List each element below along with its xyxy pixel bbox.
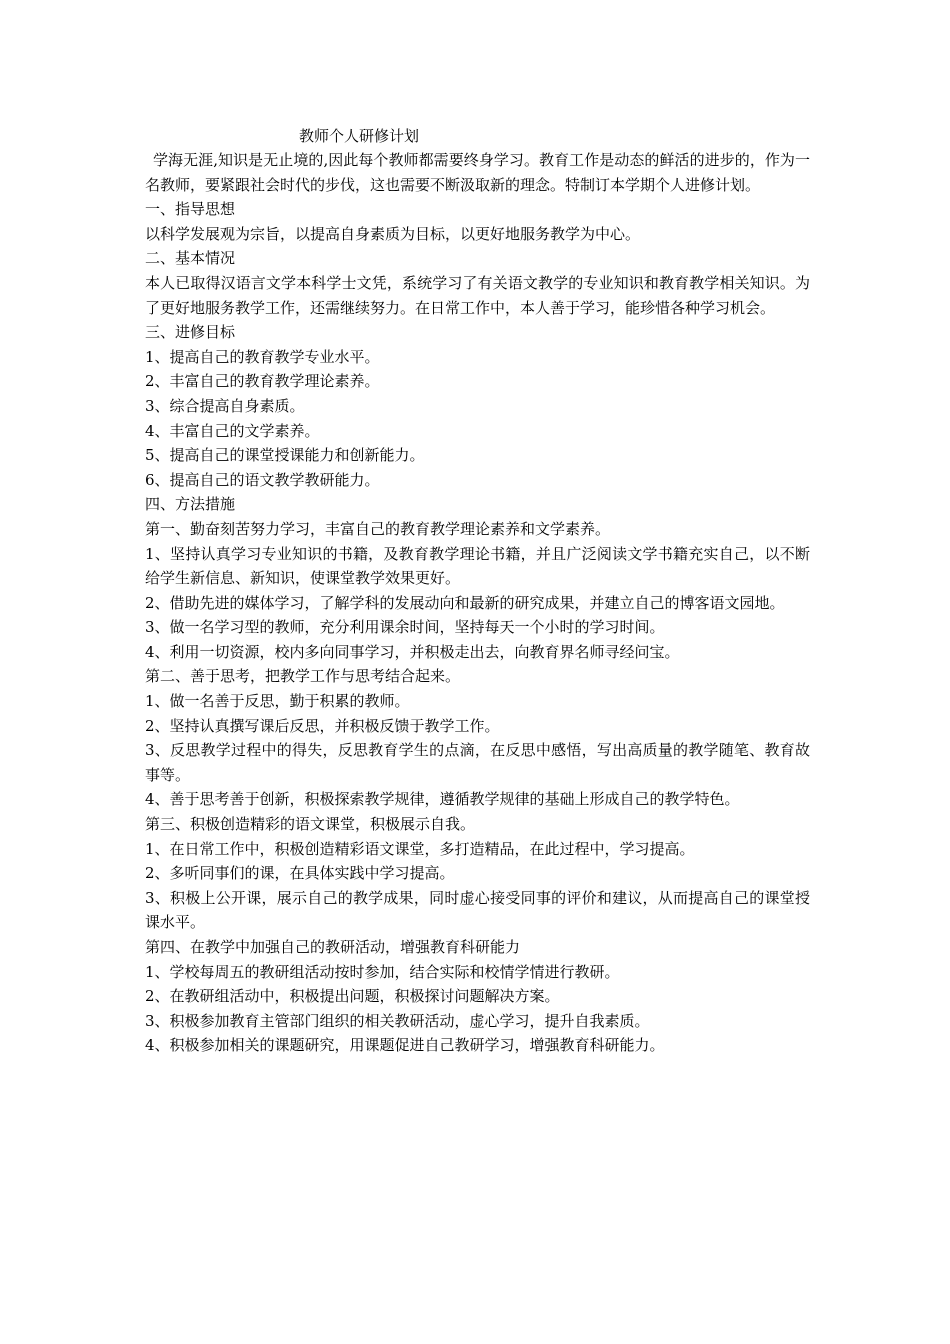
document-title: 教师个人研修计划 (299, 127, 420, 145)
paragraph-basic-situation: 本人已取得汉语言文学本科学士文凭，系统学习了有关语文教学的专业知识和教育教学相关知识。为了更好地服务教学工作，还需继续努力。在日常工作中，本人善于学习，能珍惜各种学习机会。 (145, 273, 810, 317)
method-item: 2、借助先进的媒体学习，了解学科的发展动向和最新的研究成果，并建立自己的博客语文园地。 (145, 593, 785, 612)
method-item: 3、做一名学习型的教师，充分利用课余时间，坚持每天一个小时的学习时间。 (145, 618, 665, 637)
document-page (145, 124, 810, 1058)
goal-item: 4、丰富自己的文学素养。 (145, 421, 320, 440)
method-item: 3、反思教学过程中的得失，反思教育学生的点滴，在反思中感悟，写出高质量的教学随笔、教育故事等。 (145, 741, 810, 784)
method-item: 1、做一名善于反思，勤于积累的教师。 (145, 692, 410, 711)
method-item: 1、学校每周五的教研组活动按时参加，结合实际和校情学情进行教研。 (145, 962, 620, 981)
method-item: 4、善于思考善于创新，积极探索教学规律，遵循教学规律的基础上形成自己的教学特色。 (145, 790, 740, 809)
subsection-heading: 第一、勤奋刻苦努力学习，丰富自己的教育教学理论素养和文学素养。 (145, 519, 611, 538)
subsection-heading: 第二、善于思考，把教学工作与思考结合起来。 (145, 667, 461, 686)
method-item: 1、在日常工作中，积极创造精彩语文课堂，多打造精品，在此过程中，学习提高。 (145, 839, 695, 858)
method-item: 2、坚持认真撰写课后反思，并积极反馈于教学工作。 (145, 716, 500, 735)
section-heading-methods: 四、方法措施 (145, 495, 236, 514)
section-heading-goals: 三、进修目标 (145, 323, 236, 342)
method-item: 1、坚持认真学习专业知识的书籍，及教育教学理论书籍，并且广泛阅读文学书籍充实自己，以不断给学生新信息、新知识，使课堂教学效果更好。 (145, 544, 810, 588)
subsection-heading: 第三、积极创造精彩的语文课堂，积极展示自我。 (145, 815, 476, 834)
method-item: 4、利用一切资源，校内多向同事学习，并积极走出去，向教育界名师寻经问宝。 (145, 642, 680, 661)
method-item: 4、积极参加相关的课题研究，用课题促进自己教研学习，增强教育科研能力。 (145, 1036, 665, 1055)
paragraph-guiding-thought: 以科学发展观为宗旨，以提高自身素质为目标，以更好地服务教学为中心。 (145, 224, 641, 243)
goal-item: 1、提高自己的教育教学专业水平。 (145, 347, 380, 366)
method-item: 2、多听同事们的课，在具体实践中学习提高。 (145, 864, 455, 883)
goal-item: 2、丰富自己的教育教学理论素养。 (145, 372, 380, 391)
goal-item: 3、综合提高自身素质。 (145, 396, 305, 415)
goal-item: 6、提高自己的语文教学教研能力。 (145, 470, 380, 489)
section-heading-basic-situation: 二、基本情况 (145, 249, 236, 268)
section-heading-guiding-thought: 一、指导思想 (145, 200, 236, 219)
subsection-heading: 第四、在教学中加强自己的教研活动，增强教育科研能力 (145, 938, 521, 956)
method-item: 3、积极上公开课，展示自己的教学成果，同时虚心接受同事的评价和建议，从而提高自己的课堂授课水平。 (145, 888, 810, 932)
method-item: 3、积极参加教育主管部门组织的相关教研活动，虚心学习，提升自我素质。 (145, 1011, 650, 1030)
intro-paragraph: 学海无涯,知识是无止境的,因此每个教师都需要终身学习。教育工作是动态的鲜活的进步的，作为一名教师，要紧跟社会时代的步伐，这也需要不断汲取新的理念。特制订本学期个人进修计划。 (145, 151, 810, 194)
goal-item: 5、提高自己的课堂授课能力和创新能力。 (145, 446, 425, 465)
method-item: 2、在教研组活动中，积极提出问题，积极探讨问题解决方案。 (145, 987, 560, 1006)
